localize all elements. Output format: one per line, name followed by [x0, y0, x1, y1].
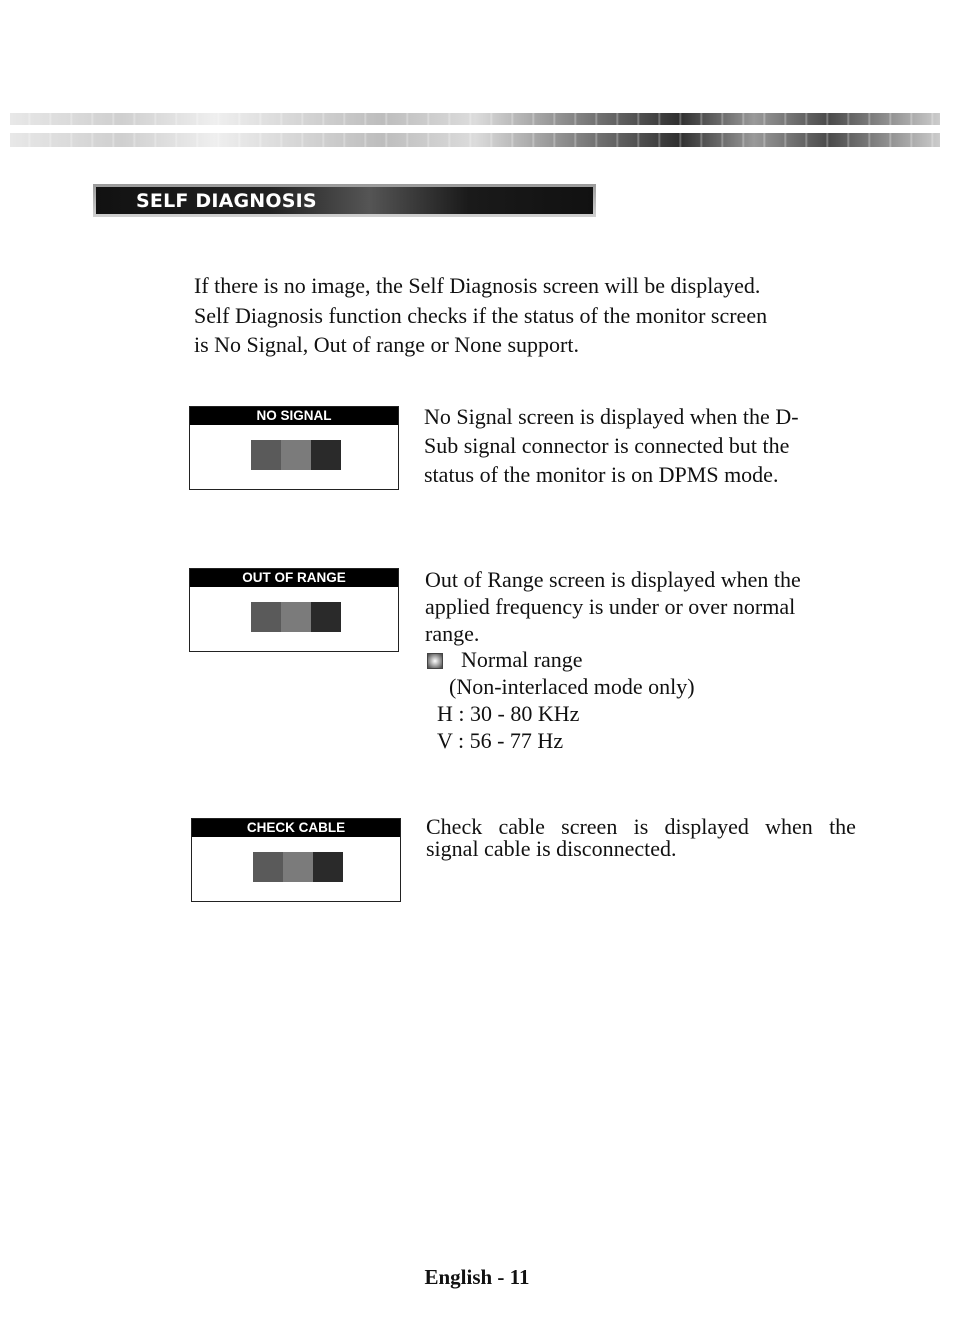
- desc-line: range.: [425, 620, 480, 646]
- desc-line: No Signal screen is displayed when the D-: [424, 404, 799, 429]
- osd-color-squares: [253, 852, 343, 882]
- gray-square-black: [311, 440, 341, 470]
- osd-header-check-cable: CHECK CABLE: [192, 819, 400, 837]
- desc-line: applied frequency is under or over normal: [425, 593, 796, 619]
- desc-line-justified: Check cable screen is displayed when the: [426, 814, 856, 839]
- desc-line: status of the monitor is on DPMS mode.: [424, 462, 779, 487]
- mode-note: (Non-interlaced mode only): [449, 674, 695, 700]
- desc-line: signal cable is disconnected.: [426, 836, 677, 861]
- check-cable-screen-illustration: [191, 818, 401, 902]
- desc-line: Sub signal connector is connected but the: [424, 433, 790, 458]
- no-signal-description: [424, 402, 799, 489]
- check-cable-description: [426, 816, 856, 860]
- intro-line: is No Signal, Out of range or None support.: [194, 332, 579, 357]
- bullet-label: Normal range: [461, 647, 583, 673]
- intro-paragraph: [194, 271, 874, 360]
- osd-header-out-of-range: OUT OF RANGE: [190, 569, 398, 587]
- page-number: English - 11: [424, 1265, 530, 1289]
- osd-color-squares: [251, 440, 341, 470]
- intro-line: Self Diagnosis function checks if the status of the monitor screen: [194, 302, 768, 328]
- out-of-range-screen-illustration: [189, 568, 399, 652]
- desc-line: Out of Range screen is displayed when the: [425, 567, 801, 592]
- osd-header-no-signal: NO SIGNAL: [190, 407, 398, 425]
- gray-square-dark: [253, 852, 283, 882]
- section-title: SELF DIAGNOSIS: [136, 190, 317, 212]
- horizontal-frequency: H : 30 - 80 KHz: [437, 700, 580, 726]
- gray-square-light: [283, 852, 313, 882]
- gray-square-light: [281, 440, 311, 470]
- osd-color-squares: [251, 602, 341, 632]
- gray-square-light: [281, 602, 311, 632]
- gray-square-dark: [251, 440, 281, 470]
- section-header-bar: [93, 184, 596, 217]
- bullet-square-icon: [427, 653, 443, 669]
- gray-square-black: [313, 852, 343, 882]
- top-decorative-banner: [10, 113, 940, 147]
- vertical-frequency: V : 56 - 77 Hz: [437, 727, 564, 753]
- out-of-range-description: [425, 567, 801, 755]
- gray-square-black: [311, 602, 341, 632]
- intro-line: If there is no image, the Self Diagnosis screen will be displayed.: [194, 273, 761, 298]
- gray-square-dark: [251, 602, 281, 632]
- no-signal-screen-illustration: [189, 406, 399, 490]
- normal-range-bullet: [425, 647, 801, 674]
